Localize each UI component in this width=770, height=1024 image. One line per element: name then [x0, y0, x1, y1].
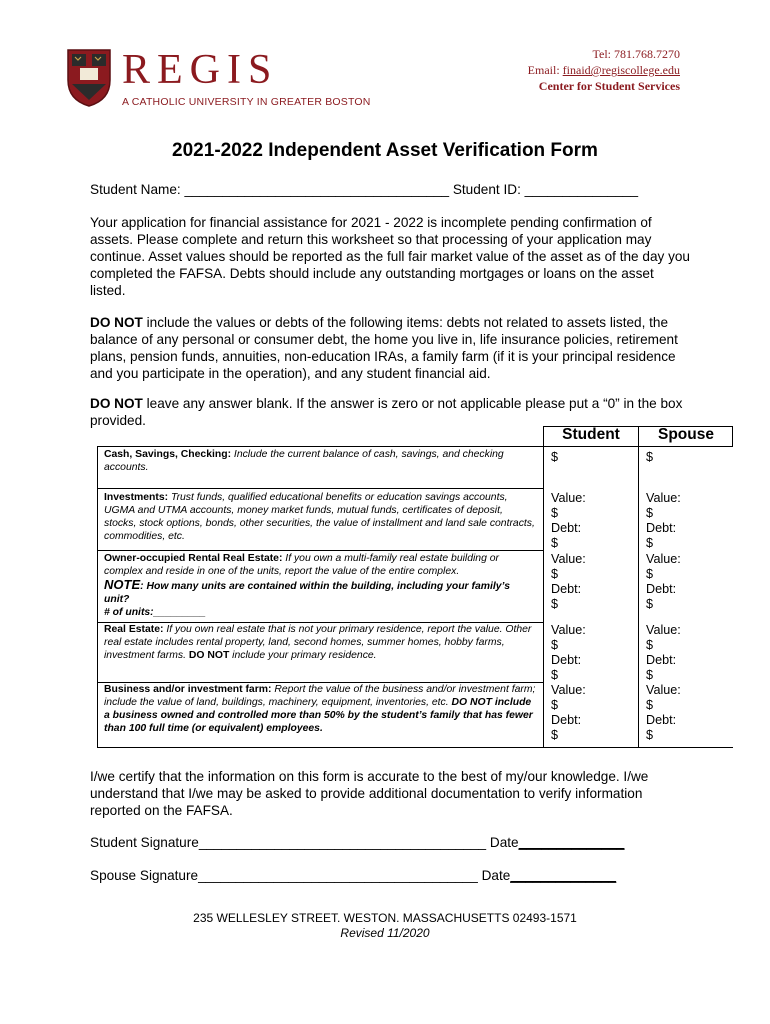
- column-header-spouse: Spouse: [658, 426, 714, 443]
- footer-address: 235 WELLESLEY STREET. WESTON. MASSACHUSETTS 02493-1571: [193, 911, 577, 925]
- logo-wordmark: REGIS: [122, 47, 279, 93]
- footer-revised: Revised 11/2020: [340, 926, 430, 940]
- contact-block: [528, 46, 680, 94]
- phone-number: Tel: 781.768.7270: [592, 47, 680, 61]
- business-spouse-fields[interactable]: Value: $ Debt: $: [646, 683, 681, 742]
- row-owner-occupied-description: Owner-occupied Rental Real Estate: If you own a multi-family real estate building or complex and reside in one of the units, report the value of the entire complex. NOTE: How many units are contained within the building, including your family’s unit? # of units:_________: [104, 553, 510, 618]
- email-link[interactable]: finaid@regiscollege.edu: [562, 63, 680, 77]
- center-name: Center for Student Services: [538, 79, 680, 93]
- cash-spouse-field[interactable]: $: [646, 450, 654, 464]
- note-label: NOTE: [104, 577, 141, 592]
- spouse-date-field: ______________: [510, 868, 617, 883]
- business-student-fields[interactable]: Value: $ Debt: $: [551, 683, 586, 742]
- do-not-include-paragraph: [90, 314, 690, 382]
- logo-tagline: A CATHOLIC UNIVERSITY IN GREATER BOSTON: [122, 96, 371, 108]
- do-not-label: DO NOT: [90, 315, 143, 330]
- do-not-leave-blank-paragraph: [90, 395, 690, 429]
- investments-student-fields[interactable]: Value: $ Debt: $: [551, 491, 586, 550]
- do-not-label: DO NOT: [90, 396, 143, 411]
- student-date-field: ______________: [518, 835, 625, 850]
- form-title: 2021-2022 Independent Asset Verification Form: [172, 140, 598, 161]
- email-line: [528, 62, 680, 78]
- owner-occupied-spouse-fields[interactable]: Value: $ Debt: $: [646, 552, 681, 611]
- spouse-signature-line[interactable]: Spouse Signature_____________________________________ Date______________: [90, 868, 617, 883]
- asset-table: [97, 426, 733, 748]
- do-not-leave-blank-text: leave any answer blank. If the answer is zero or not applicable please put a “0” in the box provided.: [90, 396, 683, 428]
- email-prefix: Email:: [527, 63, 563, 77]
- units-field: # of units:_________: [104, 607, 206, 618]
- do-not-include-text: include the values or debts of the following items: debts not related to assets listed, the balance of any personal or consumer debt, the home you live in, life insurance policies, retirement plans, pension funds, annuities, non-education IRAs, a family farm (if it is your principal residence and you participate in the operation), and any student financial aid.: [90, 315, 678, 381]
- row-cash-description: Cash, Savings, Checking: Include the current balance of cash, savings, and checking accounts.: [104, 449, 504, 473]
- footer: [0, 911, 770, 941]
- row-real-estate-description: Real Estate: If you own real estate that is not your primary residence, report the value. Other real estate includes rental property, land, second homes, summer homes, hobby farms, investment farms. DO NOT include your primary residence.: [104, 624, 532, 661]
- investments-spouse-fields[interactable]: Value: $ Debt: $: [646, 491, 681, 550]
- intro-paragraph: Your application for financial assistance for 2021 - 2022 is incomplete pending confirmation of assets. Please complete and return this worksheet so that processing of your application may continue. Asset values should be reported as the full fair market value of the asset as of the day you completed the FAFSA. Debts should include any outstanding mortgages or loans on the asset listed.: [90, 215, 690, 298]
- student-name-id-line[interactable]: Student Name: ___________________________________ Student ID: _______________: [90, 182, 639, 197]
- student-signature-line[interactable]: Student Signature______________________________________ Date______________: [90, 835, 625, 850]
- real-estate-spouse-fields[interactable]: Value: $ Debt: $: [646, 623, 681, 682]
- regis-logo: [66, 47, 371, 110]
- row-business-description: Business and/or investment farm: Report the value of the business and/or investment farm; include the value of land, buildings, machinery, equipment, inventories, etc. DO NOT include a business owned and controlled more than 50% by the student’s family that has fewer than 100 full time (or equivalent) employees.: [104, 684, 536, 734]
- column-header-student: Student: [562, 426, 620, 443]
- cash-student-field[interactable]: $: [551, 450, 559, 464]
- owner-occupied-student-fields[interactable]: Value: $ Debt: $: [551, 552, 586, 611]
- row-investments-description: Investments: Trust funds, qualified educational benefits or education savings accounts, UGMA and UTMA accounts, money market funds, mutual funds, certificates of deposit, stocks, stock options, bonds, other securities, the value of installment and land sale contracts, commodities, etc.: [104, 492, 535, 542]
- certification-paragraph: I/we certify that the information on this form is accurate to the best of my/our knowledge. I/we understand that I/we may be asked to provide additional documentation to verify information reported on the FAFSA.: [90, 769, 649, 818]
- crest-icon: [66, 48, 112, 108]
- real-estate-student-fields[interactable]: Value: $ Debt: $: [551, 623, 586, 682]
